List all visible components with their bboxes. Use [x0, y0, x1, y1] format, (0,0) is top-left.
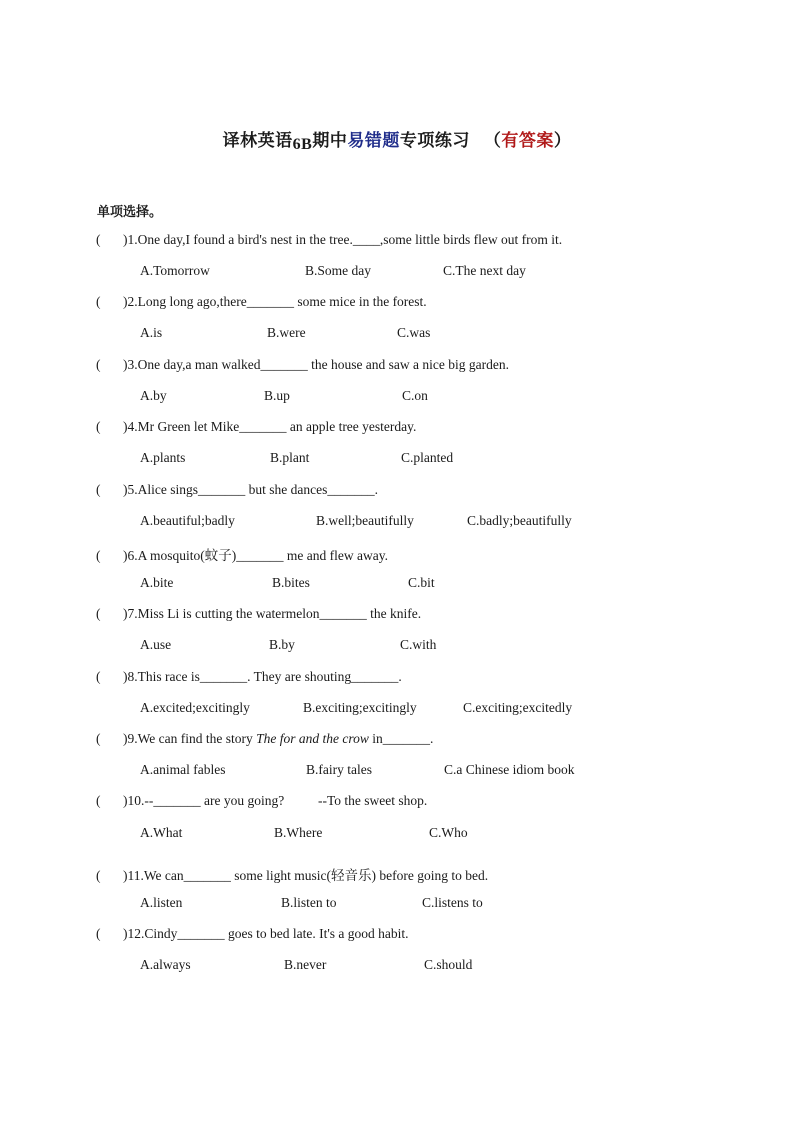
question-text: )2.Long long ago,there_______ some mice in the forest.: [123, 294, 427, 309]
question-text: )8.This race is_______. They are shouting_______.: [123, 669, 402, 684]
question-3: [96, 357, 509, 373]
question-2: [96, 294, 427, 310]
title-answer-label: 有答案: [501, 131, 554, 151]
title-part-1: 译林英语: [222, 131, 293, 151]
option-b: B.plant: [270, 450, 310, 465]
question-text: )11.We can_______ some light music(轻音乐) before going to bed.: [123, 868, 489, 883]
title-close-paren: ）: [553, 131, 572, 151]
option-b: B.well;beautifully: [316, 513, 414, 528]
option-c: C.a Chinese idiom book: [444, 762, 575, 777]
answer-paren: (: [96, 793, 101, 808]
question-text: )4.Mr Green let Mike_______ an apple tree yesterday.: [123, 419, 417, 434]
question-text: )7.Miss Li is cutting the watermelon_______ the knife.: [123, 606, 422, 621]
title-part-5: 专项练习: [399, 131, 470, 151]
question-9: [96, 731, 433, 747]
option-c: C.bit: [408, 575, 435, 590]
option-c: C.badly;beautifully: [467, 513, 572, 528]
question-8: [96, 669, 402, 685]
option-a: A.is: [140, 325, 163, 340]
question-text: )12.Cindy_______ goes to bed late. It's a good habit.: [123, 926, 409, 941]
answer-paren: (: [96, 731, 101, 746]
option-b: B.never: [284, 957, 327, 972]
option-c: C.listens to: [422, 895, 483, 910]
answer-paren: (: [96, 868, 101, 883]
question-5: [96, 482, 378, 498]
question-text: )6.A mosquito(蚊子)_______ me and flew away.: [123, 548, 388, 563]
option-a: A.animal fables: [140, 762, 226, 777]
option-b: B.exciting;excitingly: [303, 700, 417, 715]
option-c: C.with: [400, 637, 437, 652]
story-title: The for and the crow: [256, 731, 369, 746]
option-a: A.What: [140, 825, 183, 840]
option-c: C.Who: [429, 825, 468, 840]
question-text: )3.One day,a man walked_______ the house and saw a nice big garden.: [123, 357, 510, 372]
answer-paren: (: [96, 232, 101, 247]
option-a: A.Tomorrow: [140, 263, 210, 278]
answer-paren: (: [96, 669, 101, 684]
option-c: C.The next day: [443, 263, 526, 278]
question-12: [96, 926, 409, 942]
answer-paren: (: [96, 606, 101, 621]
answer-paren: (: [96, 419, 101, 434]
question-text: )9.We can find the story: [123, 731, 257, 746]
option-c: C.exciting;excitedly: [463, 700, 573, 715]
question-text: )10.--_______ are you going? --To the sweet shop.: [123, 793, 428, 808]
title-part-3: 期中: [312, 131, 348, 151]
option-a: A.use: [140, 637, 172, 652]
option-b: B.up: [264, 388, 290, 403]
option-b: B.fairy tales: [306, 762, 372, 777]
option-b: B.bites: [272, 575, 310, 590]
question-text-end: in_______.: [368, 731, 434, 746]
option-a: A.listen: [140, 895, 183, 910]
option-a: A.excited;excitingly: [140, 700, 250, 715]
question-6: [96, 544, 388, 564]
question-4: [96, 419, 416, 435]
question-1: [96, 232, 562, 248]
section-heading: 单项选择。: [97, 205, 163, 220]
option-b: B.Some day: [305, 263, 371, 278]
option-b: B.listen to: [281, 895, 337, 910]
option-a: A.plants: [140, 450, 186, 465]
question-text: )1.One day,I found a bird's nest in the tree.____,some little birds flew out from it.: [123, 232, 563, 247]
title-open-paren: （: [483, 131, 502, 151]
question-10: [96, 793, 427, 809]
option-a: A.by: [140, 388, 167, 403]
title-error-prone: 易错题: [347, 131, 400, 151]
answer-paren: (: [96, 357, 101, 372]
question-7: [96, 606, 421, 622]
answer-paren: (: [96, 548, 101, 563]
option-a: A.beautiful;badly: [140, 513, 235, 528]
question-11: [96, 864, 488, 884]
page-title: [0, 126, 794, 151]
option-b: B.Where: [274, 825, 323, 840]
option-c: C.was: [397, 325, 431, 340]
title-grade: 6B: [292, 136, 313, 153]
option-a: A.always: [140, 957, 191, 972]
option-b: B.were: [267, 325, 306, 340]
option-c: C.should: [424, 957, 473, 972]
answer-paren: (: [96, 482, 101, 497]
option-c: C.planted: [401, 450, 454, 465]
option-c: C.on: [402, 388, 428, 403]
option-a: A.bite: [140, 575, 174, 590]
answer-paren: (: [96, 294, 101, 309]
question-text: )5.Alice sings_______ but she dances_______.: [123, 482, 378, 497]
option-b: B.by: [269, 637, 295, 652]
answer-paren: (: [96, 926, 101, 941]
